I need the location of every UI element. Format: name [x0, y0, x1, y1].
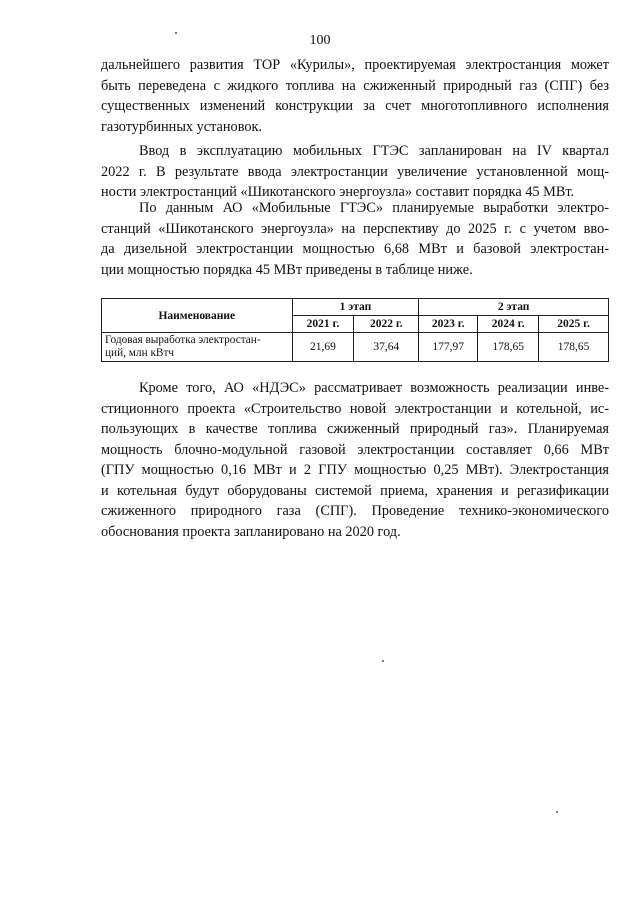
header-year: 2025 г.: [539, 316, 609, 333]
text-line: 2022 г. В результате ввода электростанции увеличение установленной мощ-: [101, 163, 609, 180]
value-cell: 178,65: [478, 333, 539, 362]
scan-speck: [382, 660, 384, 662]
text-line: сжиженного природного газа (СПГ). Проведение технико-экономического: [101, 503, 609, 519]
header-name: Наименование: [102, 299, 293, 333]
paragraph-2: [101, 141, 609, 203]
text-line: станций «Шикотанского энергоузла» на перспективу до 2025 г. с учетом вво-: [101, 220, 609, 237]
text-line: мощность блочно-модульной газовой электростанции составляет 0,66 МВт: [101, 441, 609, 458]
value-cell: 177,97: [419, 333, 478, 362]
header-year: 2021 г.: [292, 316, 354, 333]
value-cell: 21,69: [292, 333, 354, 362]
generation-table: [101, 298, 609, 362]
header-year: 2024 г.: [478, 316, 539, 333]
paragraph-4: [101, 378, 609, 542]
text-line: дальнейшего развития ТОР «Курилы», проектируемая электростанция может: [101, 57, 609, 73]
table-header-row: [102, 299, 609, 316]
value-cell: 37,64: [354, 333, 419, 362]
text-line: газотурбинных установок.: [101, 118, 263, 135]
text-line: существенных изменений конструкции за счет многотопливного исполнения: [101, 98, 609, 114]
header-stage-2: 2 этап: [419, 299, 609, 316]
text-line: пользующих в качестве топлива сжиженный природный газ». Планируемая: [101, 421, 609, 437]
scan-speck: [175, 32, 177, 34]
paragraph-1: [101, 55, 609, 137]
text-line: Ввод в эксплуатацию мобильных ГТЭС запланирован на IV квартал: [139, 143, 609, 159]
row-name: [102, 333, 293, 362]
text-line: да дизельной электростанции мощностью 6,68 МВт и базовой электростан-: [101, 241, 609, 257]
value-cell: 178,65: [539, 333, 609, 362]
page-number: 100: [309, 33, 331, 48]
header-year: 2022 г.: [354, 316, 419, 333]
text-line: быть переведена с жидкого топлива на сжиженный природный газ (СПГ) без: [101, 77, 609, 94]
row-name-line: ций, млн кВтч: [105, 347, 175, 359]
header-stage-1: 1 этап: [292, 299, 419, 316]
text-line: обоснования проекта запланировано на 2020 год.: [101, 523, 401, 540]
text-line: Кроме того, АО «НДЭС» рассматривает возможность реализации инве-: [139, 380, 609, 396]
text-line: и котельная будут оборудованы системой приема, хранения и регазификации: [101, 482, 609, 499]
text-line: По данным АО «Мобильные ГТЭС» планируемые выработки электро-: [139, 200, 609, 216]
text-line: ности электростанций «Шикотанского энергоузла» составит порядка 45 МВт.: [101, 184, 575, 200]
row-name-line: Годовая выработка электростан-: [105, 334, 261, 346]
table-row: [102, 333, 609, 362]
scan-speck: [556, 811, 558, 813]
header-year: 2023 г.: [419, 316, 478, 333]
paragraph-3: [101, 198, 609, 280]
text-line: ции мощностью порядка 45 МВт приведены в таблице ниже.: [101, 261, 473, 278]
text-line: (ГПУ мощностью 0,16 МВт и 2 ГПУ мощностью 0,25 МВт). Электростанция: [101, 462, 609, 478]
text-line: стиционного проекта «Строительство новой электростанции и котельной, ис-: [101, 400, 609, 417]
